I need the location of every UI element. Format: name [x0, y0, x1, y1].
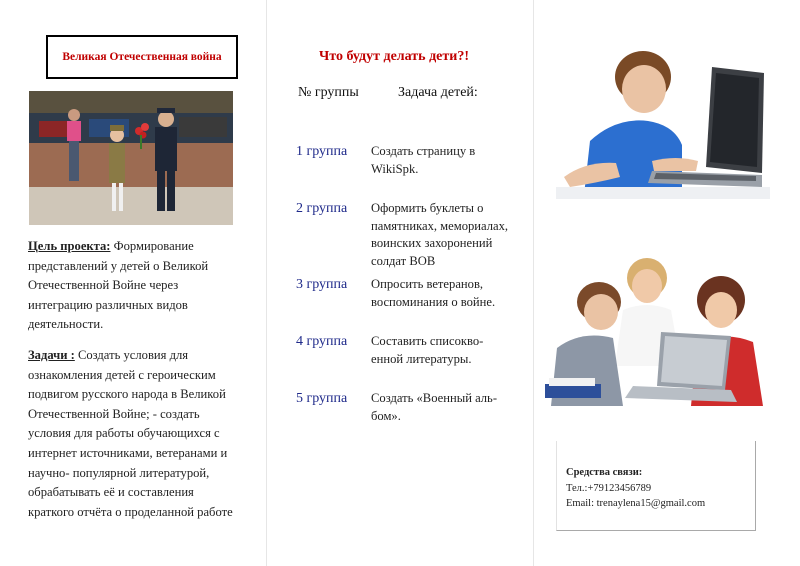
- project-tasks: [28, 346, 243, 522]
- project-goal: [28, 237, 243, 335]
- group-2-task: Оформить буклеты о памятниках, мемориалах, воинских захоронений солдат ВОВ: [371, 201, 509, 268]
- project-goal-text: Формирование представлений у детей о Великой Отечественной Войне через интеграцию различных видов деятельности.: [28, 239, 209, 332]
- project-tasks-text: Создать условия для ознакомления детей с героическим подвигом русского народа в Великой Отечественной Войне; - создать условия для работы обучающихся с интернет источниками, ветеранами и научно- популярной литературой, обрабатывать её и составления краткого отчёта о проделанной работе: [28, 348, 233, 519]
- contacts-title: Средства связи:: [566, 467, 643, 478]
- brochure-title: Великая Отечественная война: [62, 51, 222, 63]
- contact-email: Email: trenaylena15@gmail.com: [566, 498, 706, 509]
- group-5-label: 5 группа: [296, 391, 348, 406]
- children-activities-title: Что будут делать дети?!: [319, 49, 469, 64]
- group-3-label: 3 группа: [296, 277, 348, 292]
- project-goal-label: Цель проекта:: [28, 239, 111, 253]
- column-header-group: № группы: [298, 85, 359, 100]
- group-1-task: Создать страницу в WikiSpk.: [371, 144, 476, 176]
- group-1-label: 1 группа: [296, 144, 348, 159]
- veteran-photo-illustration: [29, 91, 233, 225]
- brochure-title-box: [46, 35, 238, 79]
- contact-phone: Тел.:+79123456789: [566, 483, 652, 494]
- group-4-task: Составить списоквоенной литературы.: [371, 334, 484, 366]
- fold-line-right: [533, 0, 534, 566]
- boy-with-laptop-photo: [556, 45, 770, 199]
- project-tasks-label: Задачи :: [28, 348, 75, 362]
- group-3-task: Опросить ветеранов, воспоминания о войне.: [371, 277, 496, 309]
- group-5-task: Создать «Военный альбом».: [371, 391, 498, 423]
- group-4-label: 4 группа: [296, 334, 348, 349]
- group-2-label: 2 группа: [296, 201, 348, 216]
- children-with-teacher-photo: [541, 256, 771, 408]
- fold-line-left: [266, 0, 267, 566]
- boy-with-laptop-illustration: [556, 45, 770, 199]
- column-header-task: Задача детей:: [398, 85, 478, 100]
- veteran-photo: [29, 91, 233, 225]
- children-with-teacher-illustration: [541, 256, 771, 408]
